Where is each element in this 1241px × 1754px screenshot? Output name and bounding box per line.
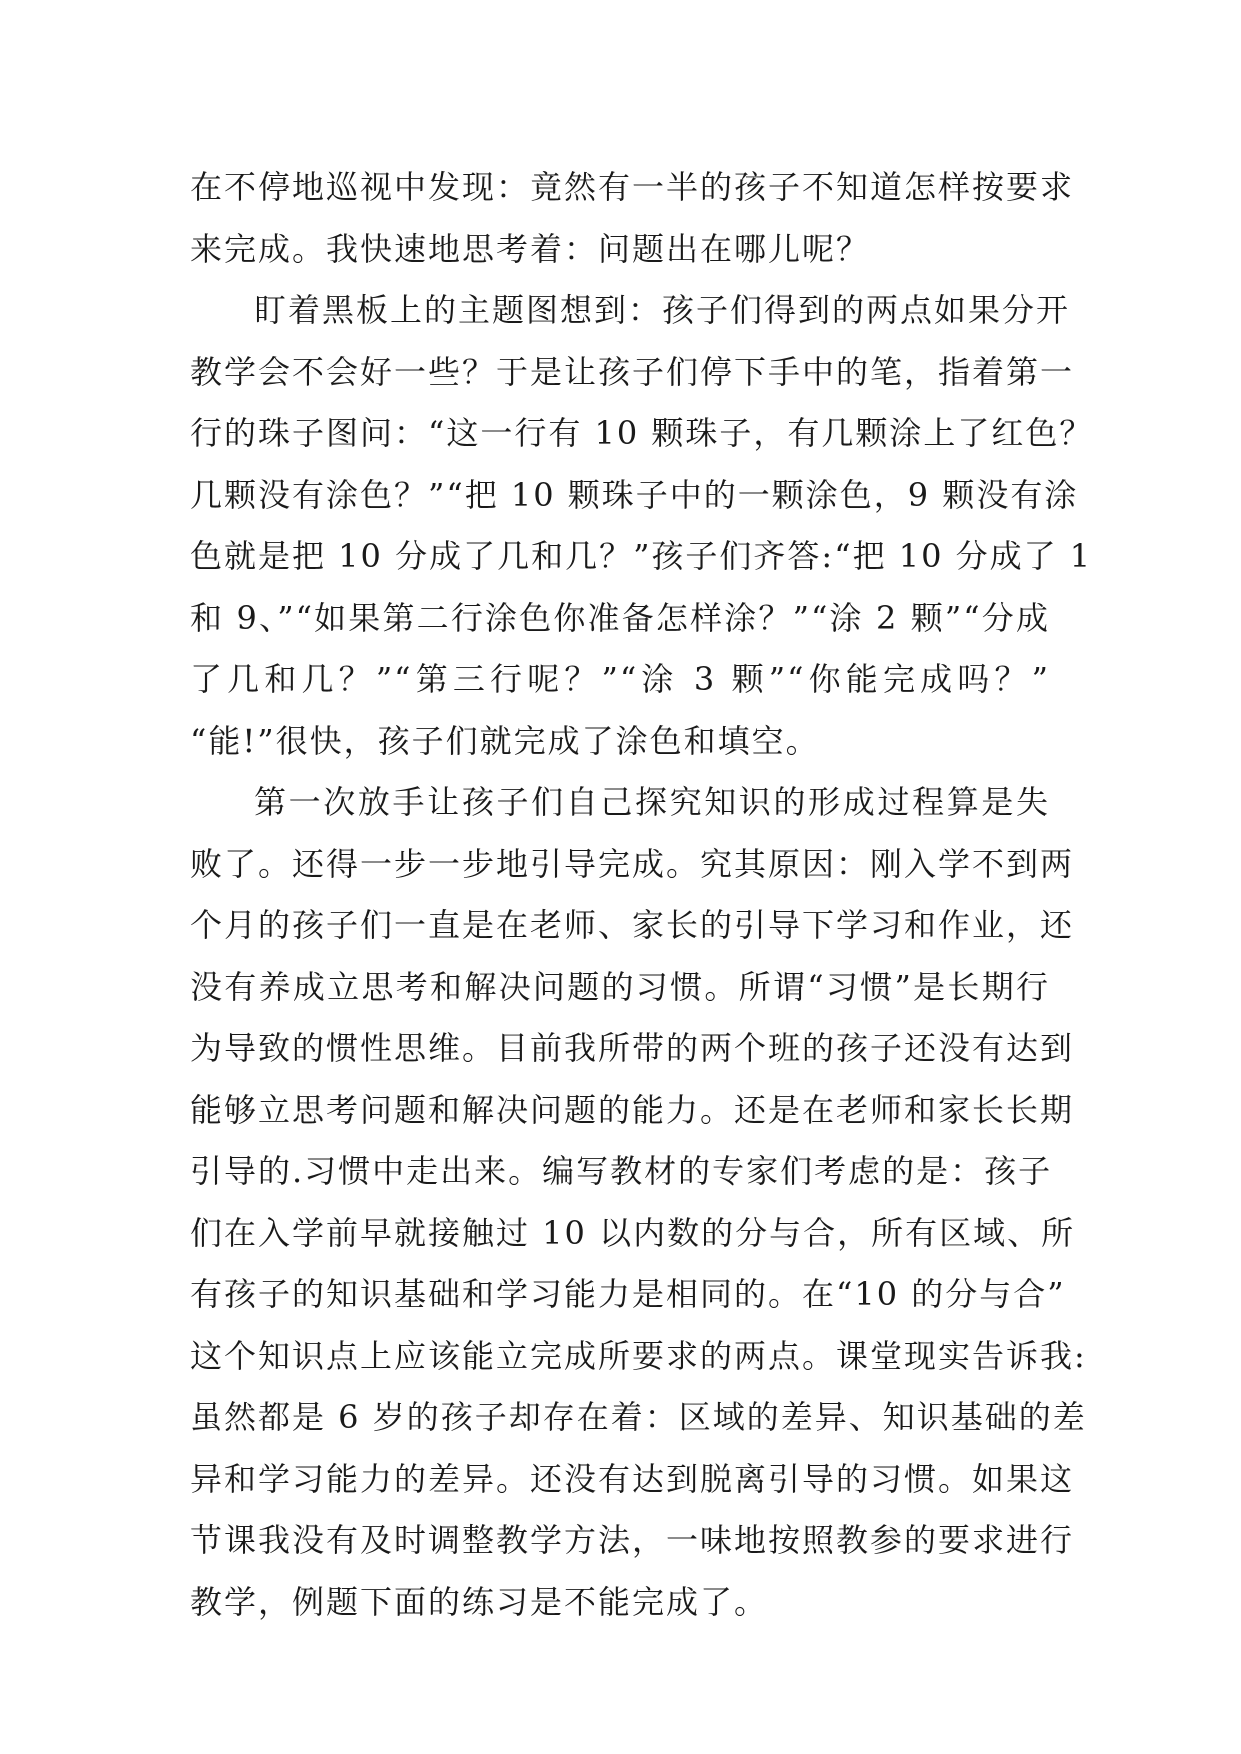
text-line: 第一次放手让孩子们自己探究知识的形成过程算是失 — [254, 783, 1050, 821]
text-line: 了几和几？”“第三行呢？”“涂 3 颗”“你能完成吗？” — [190, 660, 1050, 698]
text-line: 个月的孩子们一直是在老师、家长的引导下学习和作业，还 — [190, 906, 1075, 944]
text-line: 没有养成立思考和解决问题的习惯。所谓“习惯”是长期行 — [190, 967, 1050, 1006]
text-line: 色就是把 10 分成了几和几？”孩子们齐答:“把 10 分成了 1 — [190, 537, 1093, 575]
text-line: 教学，例题下面的练习是不能完成了。 — [190, 1582, 769, 1621]
text-line: 能够立思考问题和解决问题的能力。还是在老师和家长长期 — [190, 1090, 1075, 1129]
text-line: 盯着黑板上的主题图想到：孩子们得到的两点如果分开 — [254, 291, 1071, 329]
paragraph-3 — [190, 772, 1087, 1633]
text-line: 引导的.习惯中走出来。编写教材的专家们考虑的是：孩子 — [190, 1152, 1053, 1190]
text-line: 虽然都是 6 岁的孩子却存在着：区域的差异、知识基础的差 — [190, 1398, 1087, 1436]
text-line: 为导致的惯性思维。目前我所带的两个班的孩子还没有达到 — [190, 1029, 1075, 1067]
text-line: 有孩子的知识基础和学习能力是相同的。在“10 的分与合” — [190, 1275, 1066, 1313]
document-body — [190, 157, 1094, 1633]
text-line: 这个知识点上应该能立完成所要求的两点。课堂现实告诉我: — [190, 1336, 1087, 1375]
text-line: 异和学习能力的差异。还没有达到脱离引导的习惯。如果这 — [190, 1459, 1075, 1498]
text-line: “能!”很快，孩子们就完成了涂色和填空。 — [190, 721, 820, 760]
text-line: 几颗没有涂色？”“把 10 颗珠子中的一颗涂色，9 颗没有涂 — [190, 475, 1079, 514]
text-line: 行的珠子图问：“这一行有 10 颗珠子，有几颗涂上了红色？ — [190, 414, 1094, 452]
text-line: 和 9、”“如果第二行涂色你准备怎样涂？”“涂 2 颗”“分成 — [190, 598, 1050, 637]
text-line: 节课我没有及时调整教学方法，一味地按照教参的要求进行 — [190, 1521, 1075, 1559]
paragraph-1 — [190, 157, 1075, 280]
text-line: 们在入学前早就接触过 10 以内数的分与合，所有区域、所 — [190, 1213, 1076, 1252]
text-line: 败了。还得一步一步地引导完成。究其原因：刚入学不到两 — [190, 844, 1075, 883]
text-line: 来完成。我快速地思考着：问题出在哪儿呢？ — [190, 229, 871, 268]
text-line: 教学会不会好一些？于是让孩子们停下手中的笔，指着第一 — [190, 352, 1075, 391]
paragraph-2 — [190, 280, 1094, 772]
text-line: 在不停地巡视中发现：竟然有一半的孩子不知道怎样按要求 — [190, 168, 1075, 206]
